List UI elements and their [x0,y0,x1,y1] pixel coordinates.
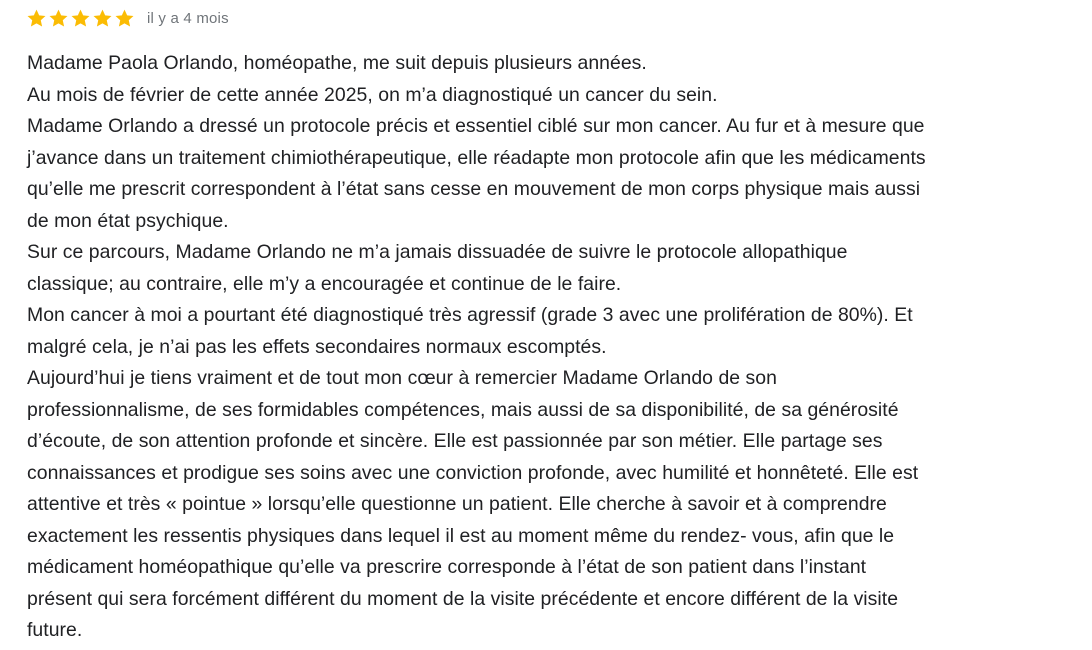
review-date: il y a 4 mois [147,9,229,27]
review-line: présent qui sera forcément différent du moment de la visite précédente et encore différent de la visite [27,587,899,610]
review-line: exactement les ressentis physiques dans lequel il est au moment même du rendez- vous, afin que le [27,524,895,547]
review-line: d’écoute, de son attention profonde et sincère. Elle est passionnée par son métier. Elle partage ses [27,430,883,452]
review-line: qu’elle me prescrit correspondent à l’état sans cesse en mouvement de mon corps physique mais aussi [27,178,921,200]
review-line: Aujourd’hui je tiens vraiment et de tout mon cœur à remercier Madame Orlando de son [27,367,777,389]
review-text [27,48,1072,647]
review-line: j’avance dans un traitement chimiothérapeutique, elle réadapte mon protocole afin que les médicaments [27,146,926,169]
star-rating [26,8,135,29]
review-line: malgré cela, je n’ai pas les effets secondaires normaux escomptés. [27,335,607,358]
review-line: classique; au contraire, elle m’y a encouragée et continue de le faire. [27,272,622,295]
review-line: Sur ce parcours, Madame Orlando ne m’a jamais dissuadée de suivre le protocole allopathique [27,241,848,263]
review-line: médicament homéopathique qu’elle va prescrire corresponde à l’état de son patient dans l’instant [27,556,867,578]
review-line: connaissances et prodigue ses soins avec une conviction profonde, avec humilité et honnêteté. Elle est [27,461,919,484]
review-header [26,6,229,30]
star-icon [114,8,135,29]
star-icon [92,8,113,29]
star-icon [70,8,91,29]
review-line: Au mois de février de cette année 2025, on m’a diagnostiqué un cancer du sein. [27,83,718,106]
star-icon [26,8,47,29]
review-line: de mon état psychique. [27,209,229,232]
review-line: Madame Orlando a dressé un protocole précis et essentiel ciblé sur mon cancer. Au fur et à mesure que [27,115,925,137]
review-line: attentive et très « pointue » lorsqu’elle questionne un patient. Elle cherche à savoir et à comprendre [27,493,887,515]
review-line: professionnalisme, de ses formidables compétences, mais aussi de sa disponibilité, de sa générosité [27,398,899,421]
star-icon [48,8,69,29]
review-line: Mon cancer à moi a pourtant été diagnostiqué très agressif (grade 3 avec une prolifération de 80%). Et [27,304,913,326]
review-line: Madame Paola Orlando, homéopathe, me suit depuis plusieurs années. [27,52,647,74]
review-line: future. [27,619,83,641]
